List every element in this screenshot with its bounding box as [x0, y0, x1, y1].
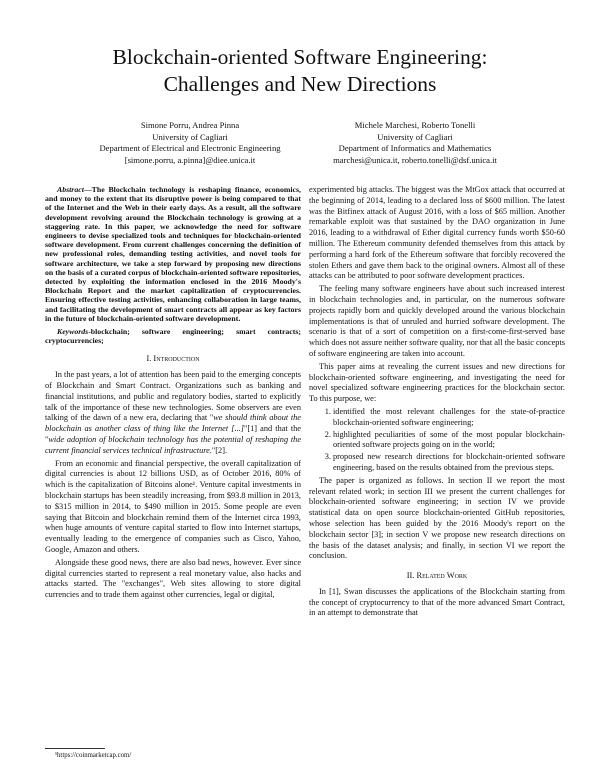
- list-item: 2. highlighted peculiarities of some of the most popular blockchain-oriented software projects going on in the world;: [333, 430, 565, 452]
- left-column: [45, 185, 301, 603]
- text-run: "[1] and that the ": [45, 424, 301, 445]
- section-heading-related-work: II. Related Work: [406, 571, 468, 581]
- author-names: Michele Marchesi, Roberto Tonelli: [354, 120, 476, 130]
- text-run: In the past years, a lot of attention has been paid to the emerging concepts of Blockchain and Smart Contract. Organizations such as banking and financial institutions, and public and regulatory bodies, started to explicitly talk of the importance of these new technologies. Some observers are even talking of the dawn of a new era, declaring that ": [45, 370, 301, 423]
- paragraph: The paper is organized as follows. In section II we report the most relevant related work; in section III we present the current challenges for blockchain-oriented software engineering; in section IV we provide statistical data on open source blockchain-oriented GitHub repositories, whose selection has been guided by the 2016 Moody's report on the blockchain sector [3]; in section V we propose new research directions on the basis of the dataset analysis; and finally, in section VI we report the conclusion.: [309, 475, 565, 561]
- paragraph: The feeling many software engineers have about such increased interest in blockchain technologies and, in particular, on the numerous software projects rapidly born and quickly developed around the various blockchain implementations is that of unruled and hurried software development. The scenario is that of a sort of competition on a first-come-first-served base which does not assure neither software quality, nor that all the basic concepts of software engineering are taken into account.: [309, 284, 565, 358]
- quote: wide adoption of blockchain technology has the potential of reshaping the current financial services technical infrastructure.: [45, 435, 301, 455]
- abstract-text: —The Blockchain technology is reshaping finance, economics, and money to the extent that its disruptive power is being compared to that of the Internet and the Web in their early days. As a result, all the software development revolving around the Blockchain technology is growing at a staggering rate. In this paper, we acknowledge the need for software engineers to devise specialized tools and techniques for blockchain-oriented software development. From current challenges concerning the definition of new professional roles, demanding testing activities, and novel tools for software architecture, we take a step forward by proposing new directions on the basis of a curated corpus of blockchain-oriented software repositories, detected by exploiting the information enclosed in the 2016 Moody's Blockchain Report and the market capitalization of cryptocurrencies. Ensuring effective testing activities, enhancing collaboration in large teams, and facilitating the development of smart contracts all appear as key factors in the future of blockchain-oriented software development.: [45, 185, 301, 323]
- title-line-2: Challenges and New Directions: [163, 72, 437, 96]
- text-run: "[2].: [211, 445, 228, 455]
- paragraph: This paper aims at revealing the current issues and new directions for blockchain-oriented software engineering, and investigating the need for novel specialized software engineering practices for the blockchain sector. To this purpose, we:: [309, 361, 565, 404]
- authors-block-right: [300, 120, 530, 166]
- list-item: 3. proposed new research directions for blockchain-oriented software engineering, based on the results obtained from the previous steps.: [333, 452, 565, 474]
- paragraph: [45, 370, 301, 456]
- keywords: [45, 327, 301, 345]
- right-column: [309, 185, 565, 621]
- author-affiliation: University of Cagliari: [377, 131, 453, 142]
- section-heading-introduction: I. Introduction: [146, 354, 200, 364]
- author-affiliation: University of Cagliari: [152, 131, 228, 142]
- author-email: marchesi@unica.it, roberto.tonelli@dsf.unica.it: [333, 154, 497, 165]
- author-department: Department of Informatics and Mathematics: [338, 143, 492, 153]
- contributions-list: [309, 407, 565, 474]
- paragraph: experimented big attacks. The biggest was the MtGox attack that occurred at the beginning of 2014, leading to a declared loss of $600 million. The latest was the Bitfinex attack of August 2016, with a loss of $65 million. Another remarkable exploit was that sustained by the DAO organization in June 2016, leading to a withdrawal of Ether digital currency funds worth $50-60 million. The Ethereum community defended themselves from this attack by performing a hard fork of the Ethereum software that forcibly recovered the stolen Ethers and gave them back to the original owners. Almost all of these attacks can be attributed to poor software development practices.: [309, 185, 565, 281]
- abstract-label: Abstract: [57, 185, 84, 194]
- author-department: Department of Electrical and Electronic Engineering: [99, 143, 281, 153]
- author-names: Simone Porru, Andrea Pinna: [140, 120, 240, 130]
- title-line-1: Blockchain-oriented Software Engineering:: [112, 45, 488, 69]
- author-email: [simone.porru, a.pinna]@diee.unica.it: [124, 154, 256, 165]
- keywords-text: -blockchain; software engineering; smart contracts; cryptocurrencies;: [45, 327, 301, 346]
- list-item: 1. identified the most relevant challenges for the state-of-practice blockchain-oriented software engineering;: [333, 407, 565, 429]
- footnote-divider: [45, 748, 105, 749]
- paper-title: [40, 44, 560, 98]
- quote: we should think about the blockchain as another class of thing like the Internet [...]: [45, 413, 301, 434]
- paragraph: In [1], Swan discusses the applications of the Blockchain starting from the concept of cryptocurrency to that of the more advanced Smart Contract, in an attempt to demonstrate that: [309, 586, 565, 618]
- authors-block-left: [80, 120, 300, 166]
- keywords-label: Keywords: [57, 327, 89, 337]
- footnote: ¹https://coinmarketcap.com/: [55, 752, 132, 759]
- abstract: [45, 185, 301, 323]
- paragraph: Alongside these good news, there are also bad news, however. Ever since digital currencies started to represent a real monetary value, also hacks and attacks started. The "exchanges", Web sites allowing to store digital currencies and to trade them against other currencies, legal or digital,: [45, 557, 301, 600]
- paragraph: From an economic and financial perspective, the overall capitalization of digital currencies is about 12 billions USD, as of October 2016, 80% of which is the capitalization of Bitcoins alone¹. Venture capital investments in blockchain startups has been steadily increasing, from $93.8 million in 2013, to $315 million in 2014, to $490 million in 2015. Some people are even saying that Bitcoin and blockchain remind them of the Internet circa 1993, when huge amounts of venture capital started to flow into Internet startups, eventually leading to the emergence of companies such as Cisco, Yahoo, Google, Amazon and others.: [45, 458, 301, 554]
